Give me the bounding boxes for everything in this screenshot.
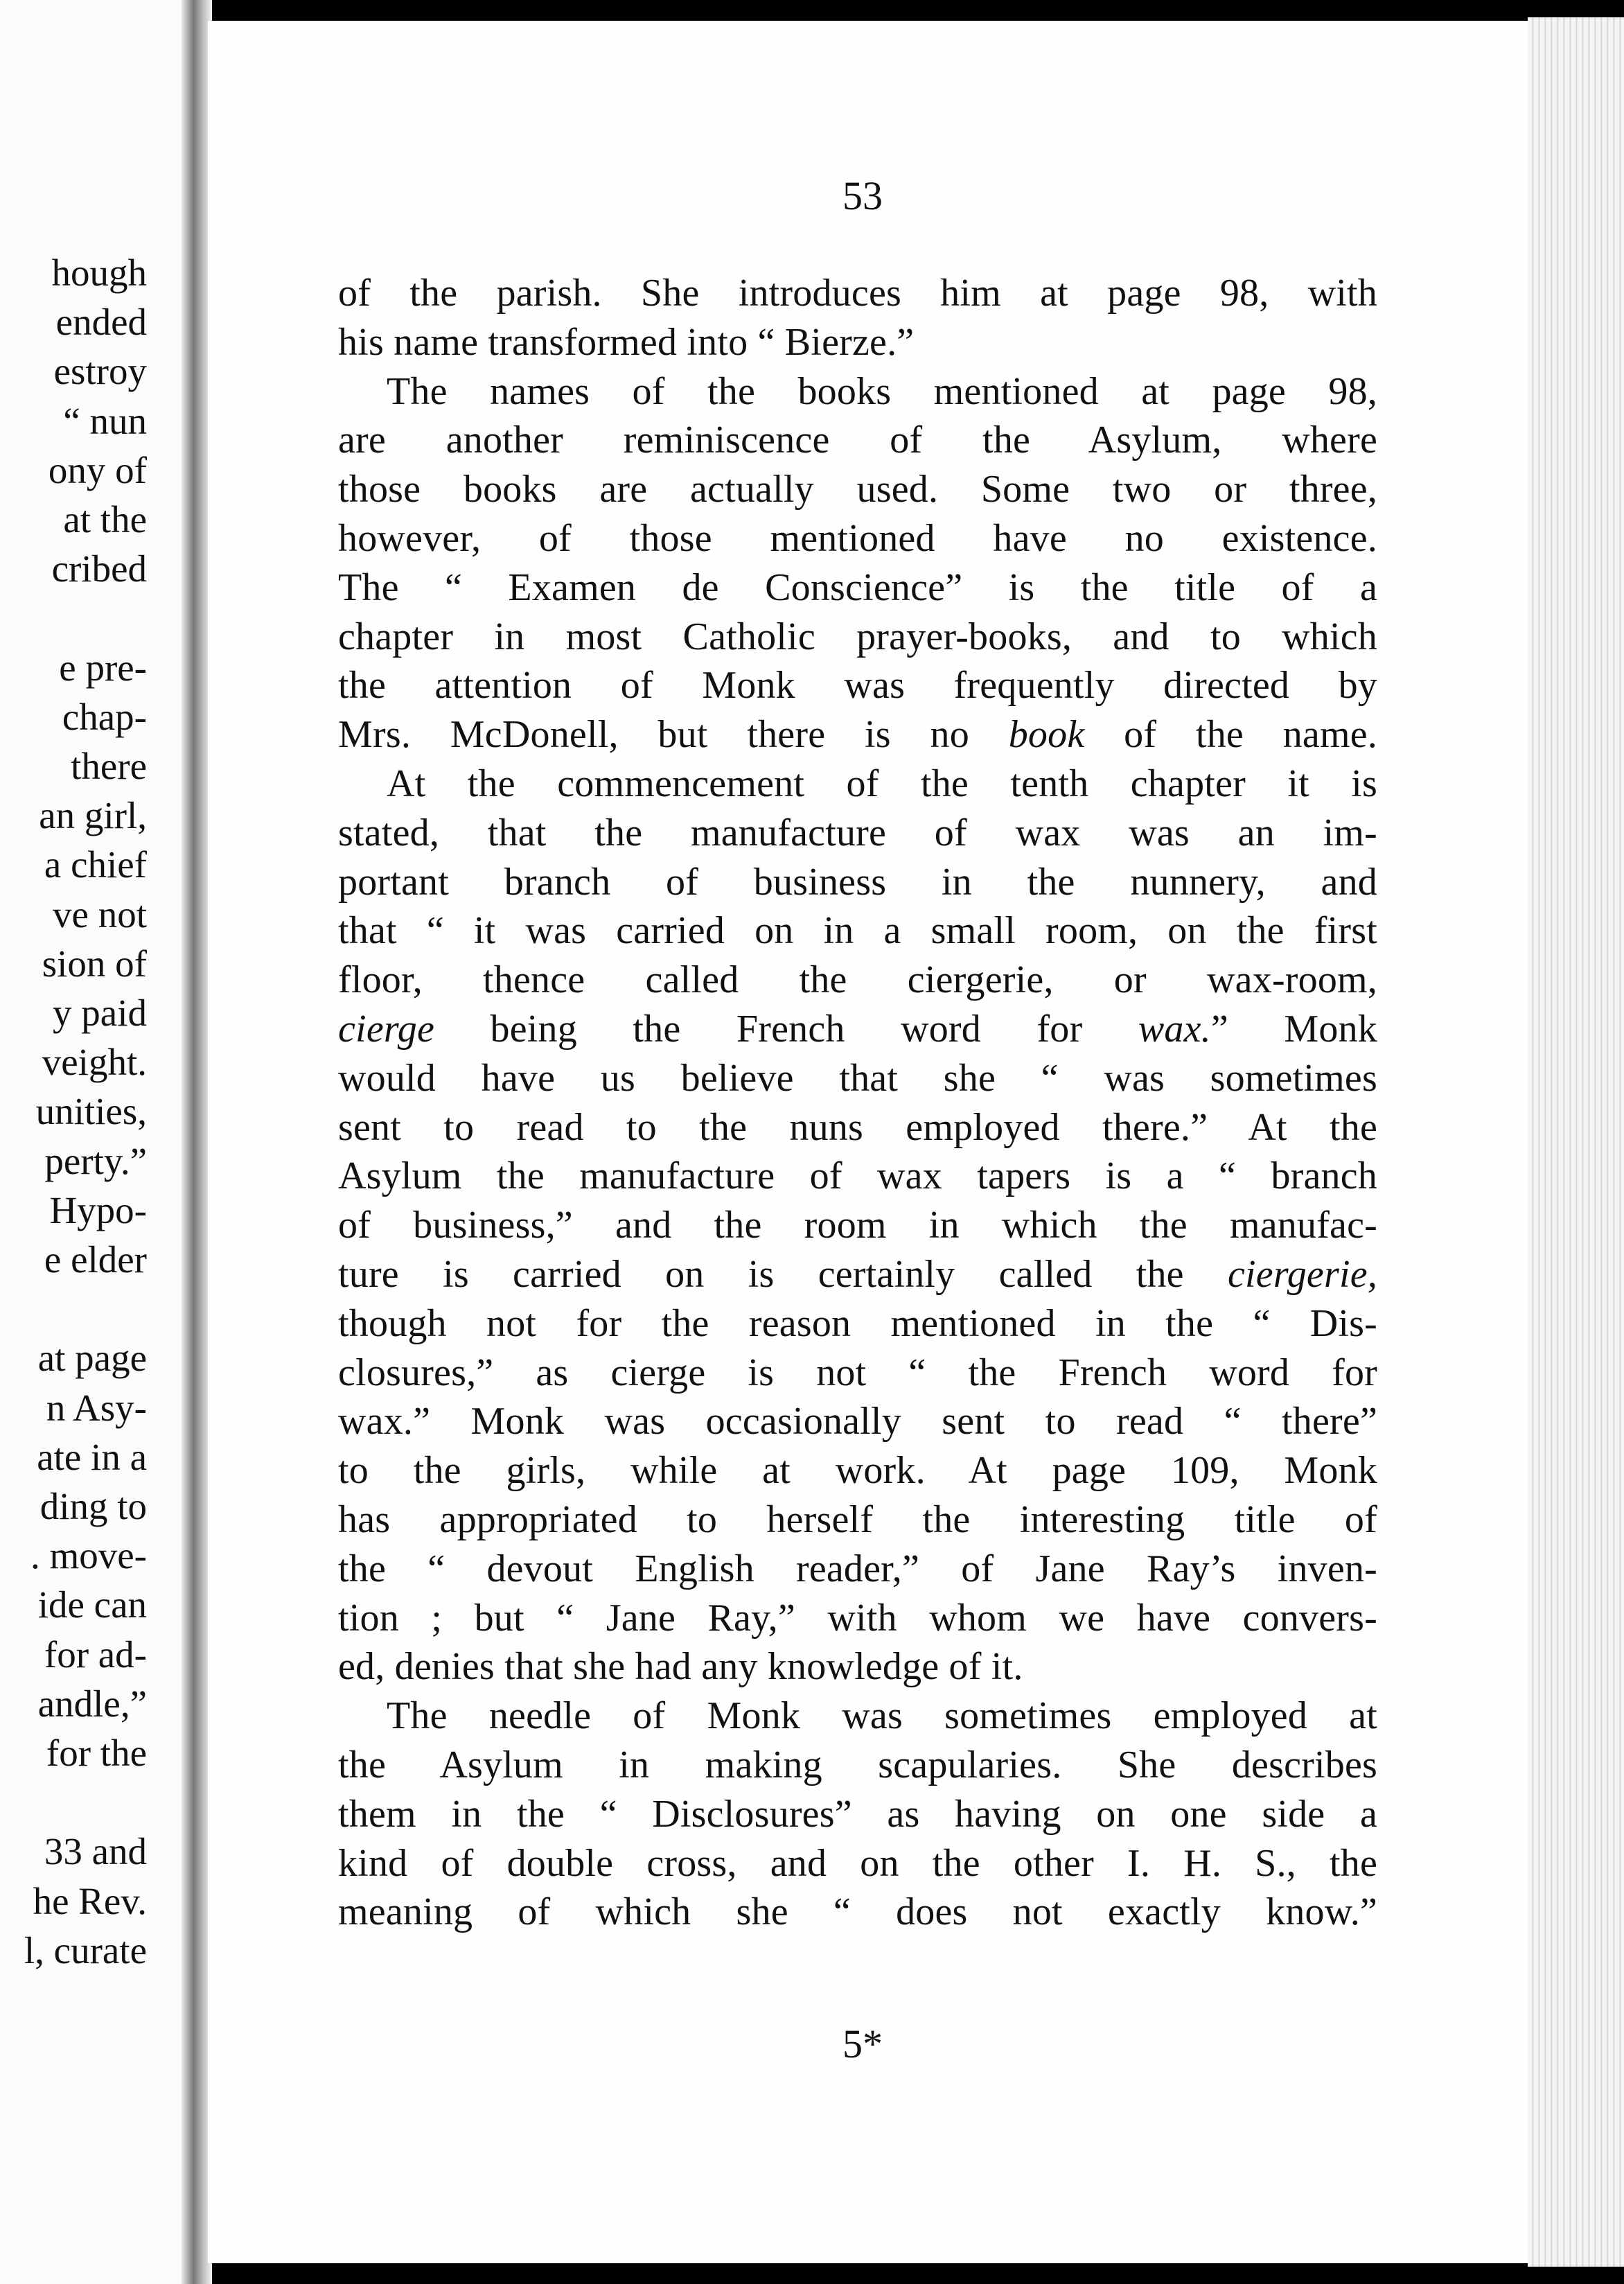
previous-page-fragment (0, 0, 195, 2284)
previous-page-line: an girl, (39, 794, 147, 837)
text-line: tion ; but “ Jane Ray,” with whom we have convers- (338, 1596, 1377, 1640)
text-line: meaning of which she “ does not exactly know.” (338, 1890, 1377, 1934)
text-line: portant branch of business in the nunnery, and (338, 860, 1377, 904)
previous-page-line: at the (63, 498, 147, 541)
previous-page-line: unities, (35, 1090, 147, 1133)
text-line: his name transformed into “ Bierze.” (338, 320, 915, 364)
previous-page-line: y paid (53, 992, 147, 1034)
previous-page-line: a chief (44, 843, 147, 886)
text-line: chapter in most Catholic prayer-books, and to which (338, 615, 1377, 658)
previous-page-line: for ad- (44, 1633, 147, 1676)
previous-page-line: cribed (51, 547, 147, 590)
text-line: cierge being the French word for wax.” Monk (338, 1007, 1377, 1051)
text-line: of the parish. She introduces him at page 98, with (338, 272, 1377, 315)
text-line: however, of those mentioned have no existence. (338, 516, 1377, 560)
page-number: 53 (842, 173, 883, 218)
previous-page-line: “ nun (63, 399, 147, 442)
previous-page-line: l, curate (24, 1929, 147, 1971)
signature-mark: 5* (842, 2021, 883, 2066)
previous-page-line: Hypo- (49, 1188, 147, 1231)
previous-page-line: ding to (39, 1485, 147, 1527)
text-line: to the girls, while at work. At page 109, Monk (338, 1449, 1377, 1493)
text-line: that “ it was carried on in a small room, on the first (338, 909, 1377, 953)
text-line: At the commencement of the tenth chapter it is (387, 762, 1377, 805)
text-line: has appropriated to herself the interesting title of (338, 1497, 1377, 1541)
previous-page-line: ended (55, 301, 147, 344)
text-line: ture is carried on is certainly called the ciergerie, (338, 1252, 1377, 1296)
previous-page-line: e pre- (59, 646, 147, 689)
text-line: though not for the reason mentioned in the “ Dis- (338, 1301, 1377, 1345)
previous-page-line: at page (37, 1337, 147, 1380)
previous-page-line: there (71, 745, 147, 787)
text-line: stated, that the manufacture of wax was an im- (338, 811, 1377, 854)
text-line: ed, denies that she had any knowledge of it. (338, 1645, 1023, 1689)
previous-page-line: chap- (62, 695, 147, 738)
text-line: those books are actually used. Some two or three, (338, 468, 1377, 511)
text-line: them in the “ Disclosures” as having on one side a (338, 1792, 1377, 1836)
previous-page-line: he Rev. (33, 1879, 147, 1922)
text-line: wax.” Monk was occasionally sent to read “ there” (338, 1400, 1377, 1443)
previous-page-line: for the (46, 1732, 147, 1774)
text-line: floor, thence called the ciergerie, or wax-room, (338, 958, 1377, 1002)
page-body-text (338, 269, 1377, 1937)
previous-page-line: e elder (44, 1238, 147, 1281)
previous-page-line: hough (51, 252, 147, 294)
previous-page-line: veight. (42, 1041, 147, 1084)
text-line: Mrs. McDonell, but there is no book of the name. (338, 713, 1377, 757)
text-line: of business,” and the room in which the manufac- (338, 1204, 1377, 1247)
previous-page-line: ide can (37, 1583, 147, 1626)
text-line: the attention of Monk was frequently directed by (338, 664, 1377, 708)
previous-page-line: 33 and (44, 1830, 147, 1873)
text-line: the Asylum in making scapularies. She describes (338, 1743, 1377, 1786)
text-line: Asylum the manufacture of wax tapers is a “ branch (338, 1154, 1377, 1198)
previous-page-line: n Asy- (46, 1386, 147, 1429)
previous-page-line: sion of (42, 942, 147, 985)
text-line: The “ Examen de Conscience” is the title of a (338, 565, 1377, 609)
text-line: would have us believe that she “ was sometimes (338, 1056, 1377, 1100)
text-line: sent to read to the nuns employed there.” At the (338, 1105, 1377, 1149)
previous-page-line: ony of (48, 448, 147, 491)
previous-page-line: . move- (30, 1534, 147, 1577)
text-line: are another reminiscence of the Asylum, where (338, 419, 1377, 462)
previous-page-line: estroy (53, 350, 147, 393)
text-line: the “ devout English reader,” of Jane Ray’s inven- (338, 1547, 1377, 1590)
text-line: The names of the books mentioned at page 98, (387, 369, 1377, 413)
text-line: closures,” as cierge is not “ the French word for (338, 1351, 1377, 1394)
previous-page-line: ate in a (37, 1435, 147, 1478)
page-edges (1528, 17, 1624, 2267)
text-line: kind of double cross, and on the other I. H. S., the (338, 1841, 1377, 1885)
previous-page-line: andle,” (37, 1682, 147, 1725)
previous-page-line: perty.” (44, 1139, 147, 1182)
text-line: The needle of Monk was sometimes employed at (387, 1694, 1377, 1738)
previous-page-line: ve not (53, 893, 147, 935)
